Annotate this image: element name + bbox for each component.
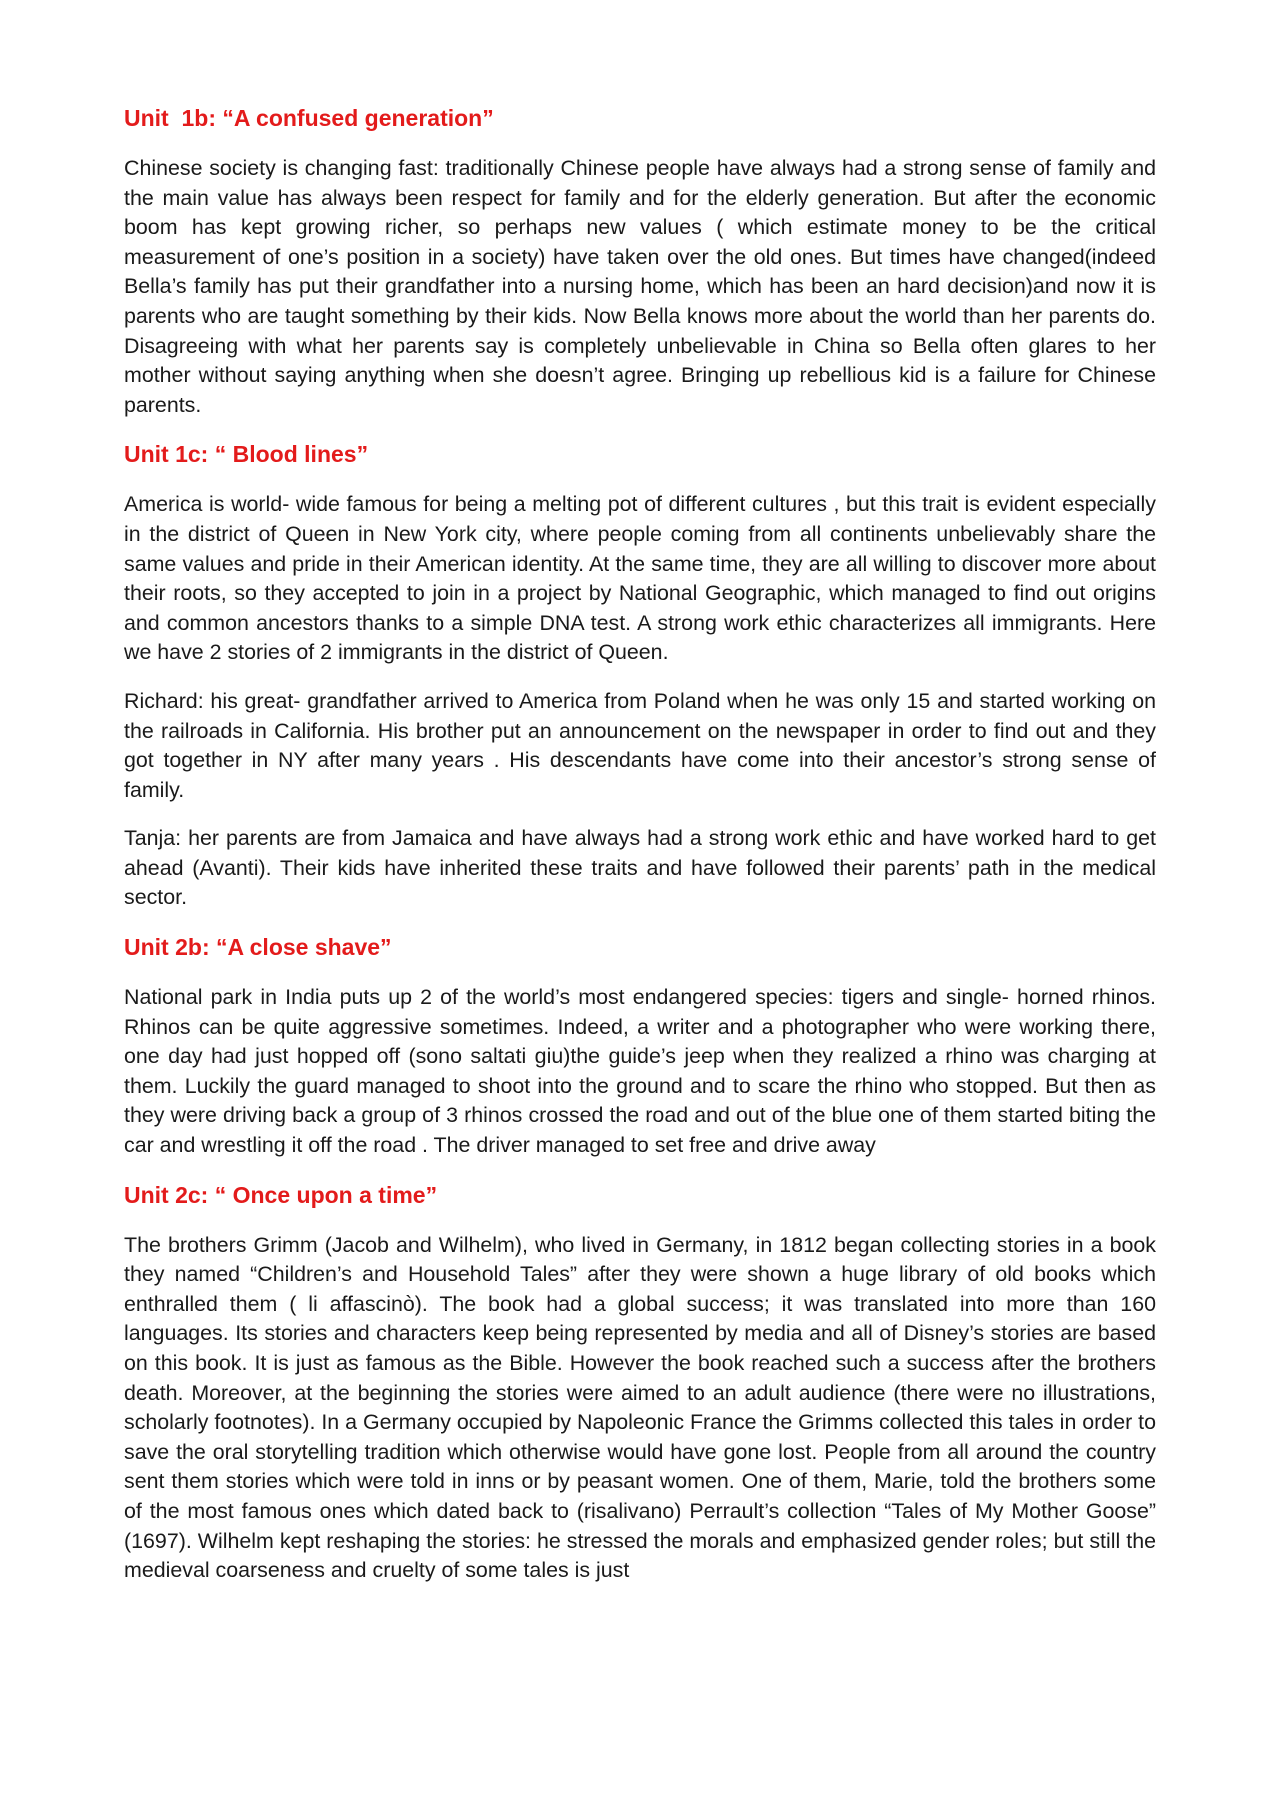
section-heading: Unit 1b: “A confused generation” <box>124 105 494 131</box>
paragraph: National park in India puts up 2 of the world’s most endangered species: tigers and single- horned rhinos. Rhinos can be quite aggressive sometimes. Indeed, a writer and a photographer who were working there, one day had just hopped off (sono saltati giu)the guide’s jeep when they realized a rhino was charging at them. Luckily the guard managed to shoot into the ground and to scare the rhino who stopped. But then as they were driving back a group of 3 rhinos crossed the road and out of the blue one of them started biting the car and wrestling it off the road . The driver managed to set free and drive away <box>124 985 1156 1158</box>
paragraph: Chinese society is changing fast: traditionally Chinese people have always had a strong sense of family and the main value has always been respect for family and for the elderly generation. But after the economic boom has kept growing richer, so perhaps new values ( which estimate money to be the critical measurement of one’s position in a society) have taken over the old ones. But times have changed(indeed Bella’s family has put their grandfather into a nursing home, which has been an hard decision)and now it is parents who are taught something by their kids. Now Bella knows more about the world than her parents do. Disagreeing with what her parents say is completely unbelievable in China so Bella often glares to her mother without saying anything when she doesn’t agree. Bringing up rebellious kid is a failure for Chinese parents. <box>124 156 1156 417</box>
section-heading: Unit 2b: “A close shave” <box>124 934 392 961</box>
section-unit-2b <box>124 932 1156 1161</box>
section-unit-1b <box>124 103 1156 420</box>
section-heading: Unit 2c: “ Once upon a time” <box>124 1181 438 1208</box>
paragraph: The brothers Grimm (Jacob and Wilhelm), who lived in Germany, in 1812 began collecting stories in a book they named “Children’s and Household Tales” after they were shown a huge library of old books which enthralled them ( li affascinò). The book had a global success; it was translated into more than 160 languages. Its stories and characters keep being represented by media and all of Disney’s stories are based on this book. It is just as famous as the Bible. However the book reached such a success after the brothers death. Moreover, at the beginning the stories were aimed to an adult audience (there were no illustrations, scholarly footnotes). In a Germany occupied by Napoleonic France the Grimms collected this tales in order to save the oral storytelling tradition which otherwise would have gone lost. People from all around the country sent them stories which were told in inns or by peasant women. One of them, Marie, told the brothers some of the most famous ones which dated back to (risalivano) Perrault’s collection “Tales of My Mother Goose” (1697). Wilhelm kept reshaping the stories: he stressed the morals and emphasized gender roles; but still the medieval coarseness and cruelty of some tales is just <box>124 1232 1156 1583</box>
paragraph: America is world- wide famous for being a melting pot of different cultures , but this trait is evident especially in the district of Queen in New York city, where people coming from all continents unbelievably share the same values and pride in their American identity. At the same time, they are all willing to discover more about their roots, so they accepted to join in a project by National Geographic, which managed to find out origins and common ancestors thanks to a simple DNA test. A strong work ethic characterizes all immigrants. Here we have 2 stories of 2 immigrants in the district of Queen. <box>124 492 1156 665</box>
paragraph: Tanja: her parents are from Jamaica and have always had a strong work ethic and have worked hard to get ahead (Avanti). Their kids have inherited these traits and have followed their parents’ path in the medical sector. <box>124 826 1156 910</box>
document-page <box>124 103 1156 1605</box>
section-unit-1c <box>124 439 1156 913</box>
section-unit-2c <box>124 1180 1156 1586</box>
paragraph: Richard: his great- grandfather arrived to America from Poland when he was only 15 and started working on the railroads in California. His brother put an announcement on the newspaper in order to find out and they got together in NY after many years . His descendants have come into their ancestor’s strong sense of family. <box>124 688 1156 802</box>
section-heading: Unit 1c: “ Blood lines” <box>124 441 369 468</box>
